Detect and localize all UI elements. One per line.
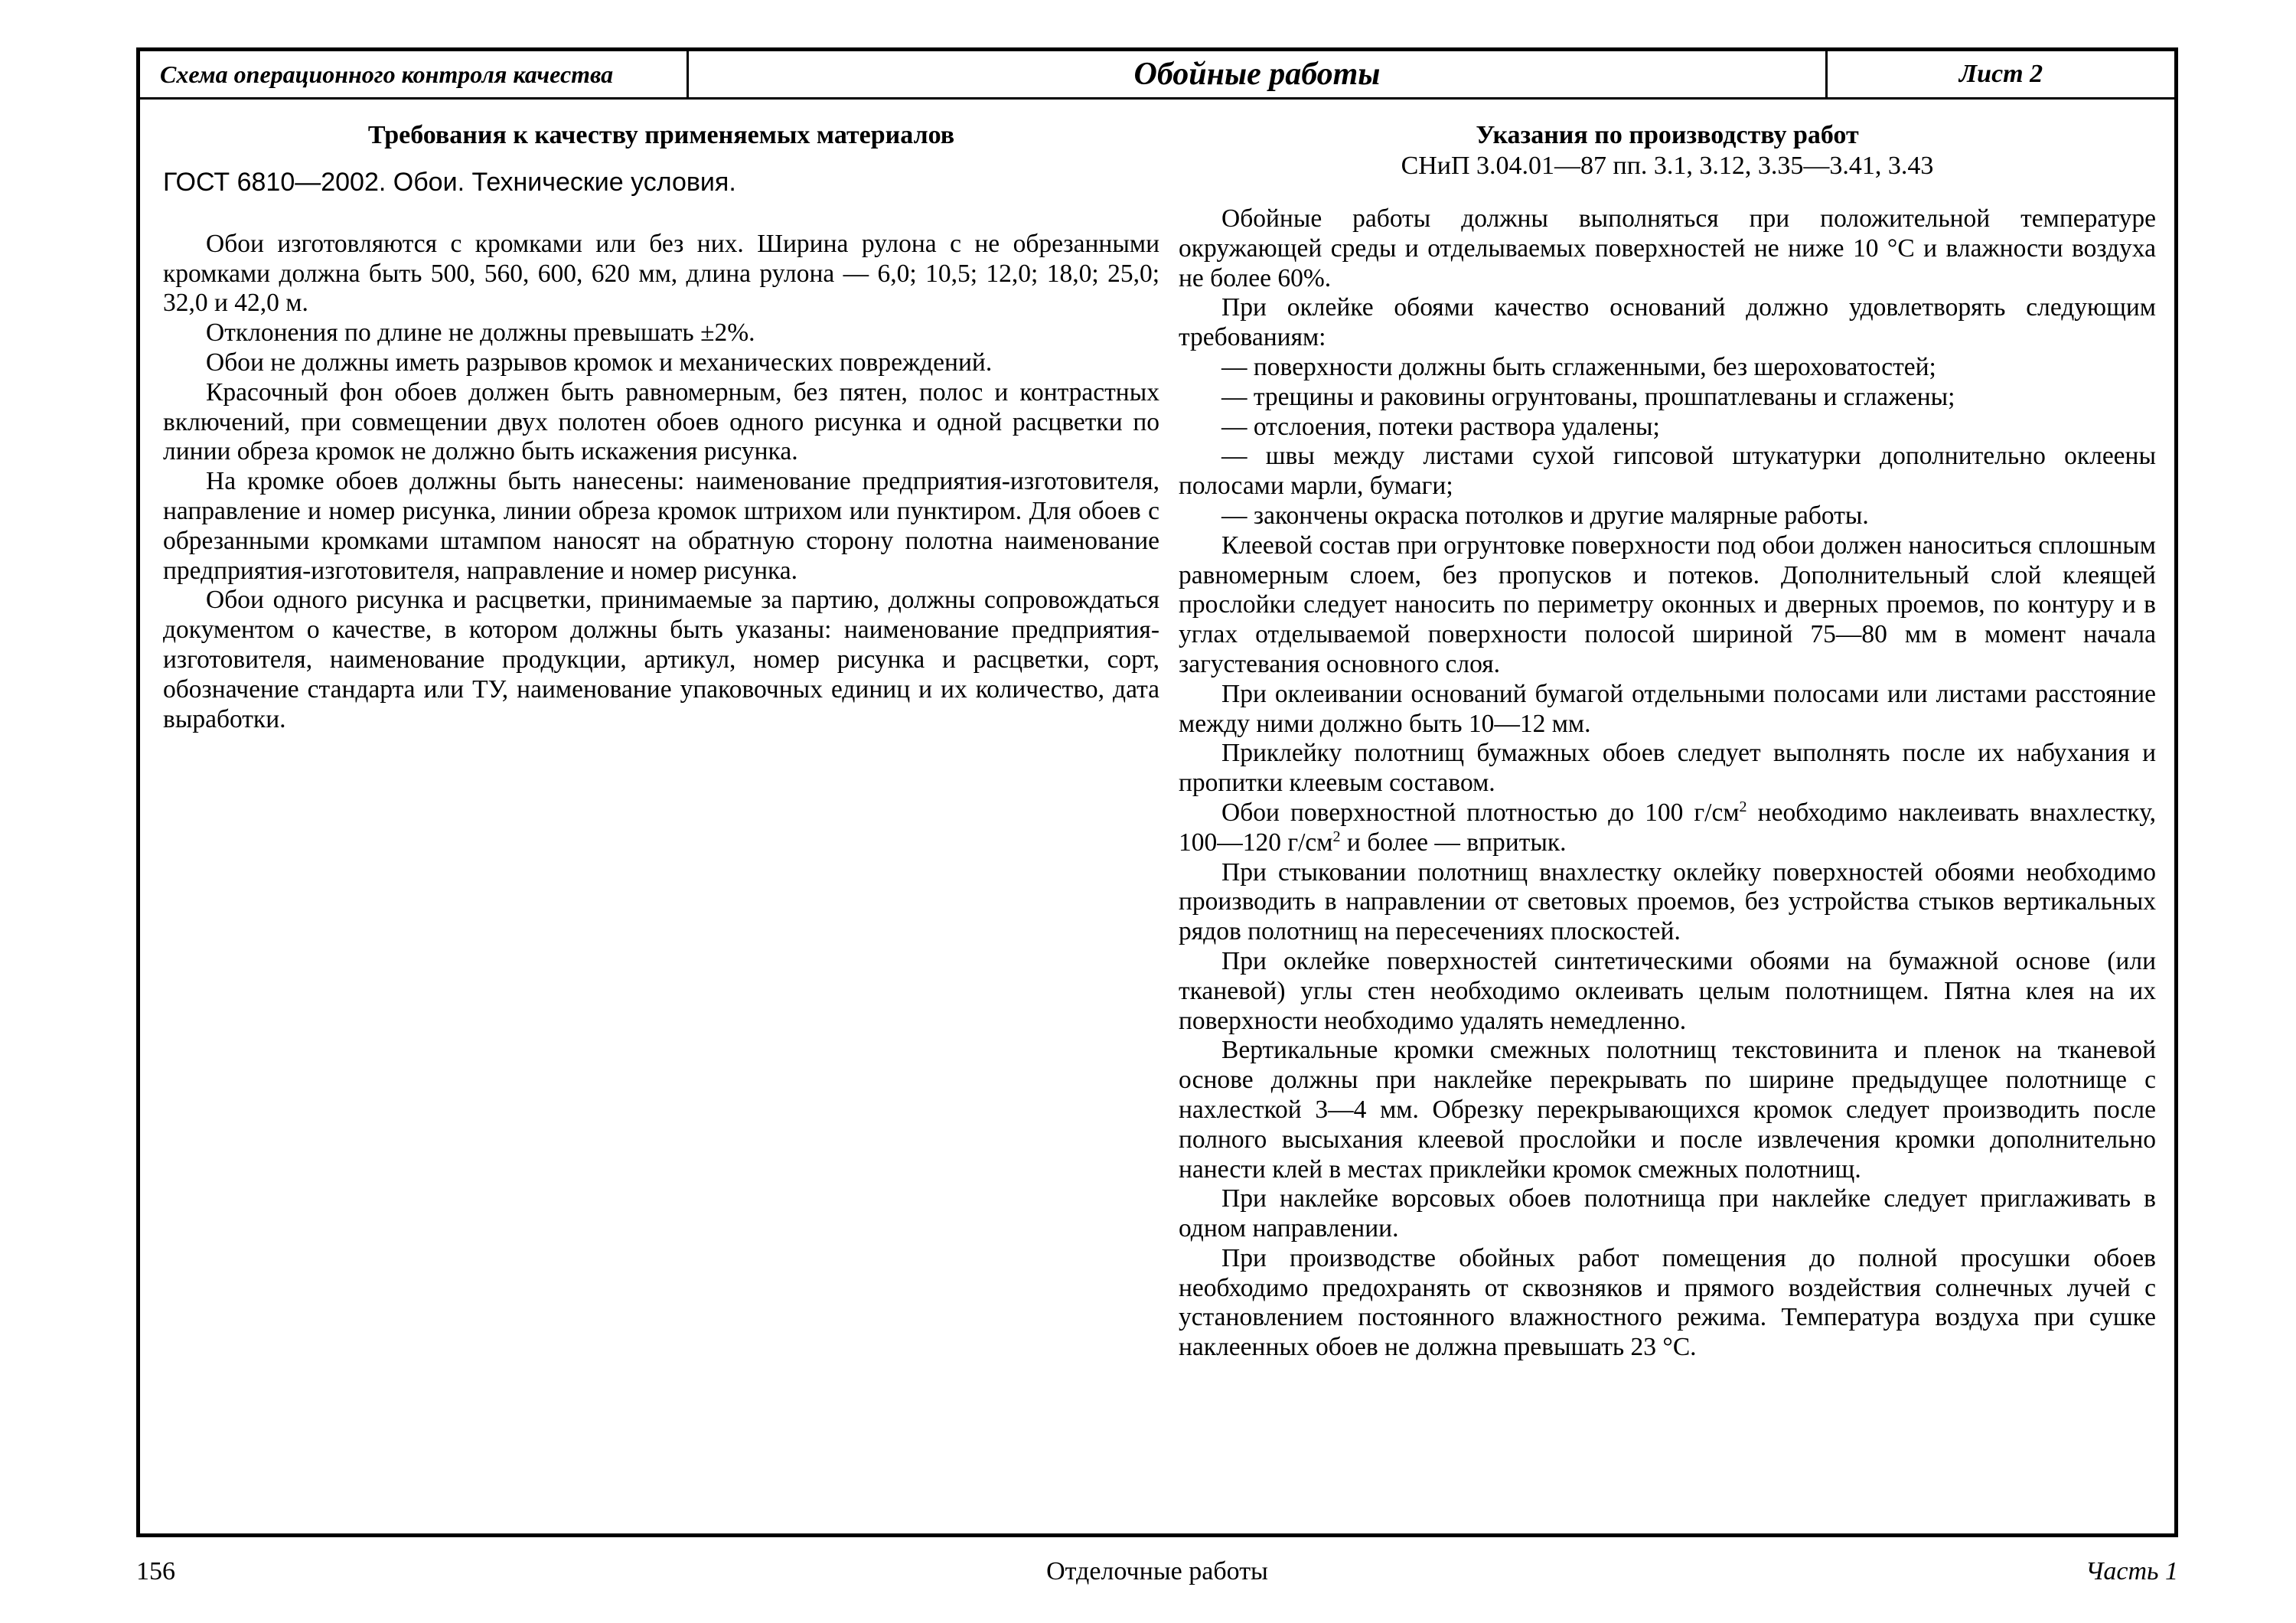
gost-reference: ГОСТ 6810—2002. Обои. Технические условия.: [163, 168, 736, 197]
works-paragraph: При оклейке обоями качество оснований должно удовлетворять следующим требованиям:: [1179, 293, 2156, 352]
header-sheet-number: Лист 2: [1958, 60, 2043, 88]
superscript-2: 2: [1332, 828, 1341, 845]
materials-paragraph: Обои не должны иметь разрывов кромок и механических повреждений.: [206, 348, 993, 377]
superscript-2: 2: [1739, 798, 1747, 815]
requirement-item: — швы между листами сухой гипсовой штукатурки дополнительно оклеены полосами марли, бумаги;: [1179, 442, 2156, 501]
works-title: Указания по производству работ: [1476, 121, 1859, 149]
header-section-title: Обойные работы: [689, 51, 1828, 97]
document-frame: [136, 47, 2178, 1537]
works-paragraph: При стыковании полотнищ внахлестку оклейку поверхностей обоями необходимо производить в направлении от световых проемов, без устройства стыков вертикальных рядов полотнищ на пересечениях плоскостей.: [1179, 857, 2156, 946]
page-number: 156: [136, 1557, 175, 1585]
works-paragraph: Вертикальные кромки смежных полотнищ текстовинита и пленок на тканевой основе должны при наклейке перекрывать по ширине предыдущее полотнище с нахлесткой 3—4 мм. Обрезку перекрывающихся кромок следует производить после полного высыхания клеевой прослойки и после извлечения кромки дополнительно нанести клей в местах приклейки кромок смежных полотнищ.: [1179, 1036, 2156, 1184]
density-text-b: необходимо наклеивать внахлестку, 100—120 г/см: [1179, 798, 2156, 857]
materials-paragraph: Отклонения по длине не должны превышать ±2%.: [206, 318, 755, 348]
footer-part: Часть 1: [2085, 1557, 2178, 1585]
works-paragraph-density: [1179, 798, 2156, 858]
density-text-c: и более — впритык.: [1340, 828, 1567, 857]
page-footer: [136, 1557, 2178, 1591]
materials-paragraph: Обои изготовляются с кромками или без них. Ширина рулона с не обрезанными кромками должна быть 500, 560, 600, 620 мм, длина рулона — 6,0; 10,5; 12,0; 18,0; 25,0; 32,0 и 42,0 м.: [163, 229, 1159, 318]
materials-column: [163, 120, 1159, 734]
works-column: [1179, 120, 2156, 1363]
materials-title: Требования к качеству применяемых материалов: [367, 121, 955, 149]
header-row: [140, 51, 2174, 100]
materials-paragraph: Красочный фон обоев должен быть равномерным, без пятен, полос и контрастных включений, при совмещении двух полотен обоев одного рисунка и одной расцветки по линии обреза кромок не должно быть искажения рисунка.: [163, 377, 1159, 466]
works-paragraph: При оклеивании оснований бумагой отдельными полосами или листами расстояние между ними должно быть 10—12 мм.: [1179, 679, 2156, 738]
materials-paragraph: Обои одного рисунка и расцветки, принимаемые за партию, должны сопровождаться документом о качестве, в котором должны быть указаны: наименование предприятия-изготовителя, наименование продукции, артикул, номер рисунка и расцветки, сорт, обозначение стандарта или ТУ, наименование упаковочных единиц и их количество, дата выработки.: [163, 586, 1159, 733]
requirement-item: — отслоения, потеки раствора удалены;: [1221, 412, 1660, 441]
works-paragraph: Приклейку полотнищ бумажных обоев следует выполнять после их набухания и пропитки клеевым составом.: [1179, 739, 2156, 798]
density-text-a: Обои поверхностной плотностью до 100 г/см: [1221, 798, 1740, 827]
requirement-item: — трещины и раковины огрунтованы, прошпатлеваны и сглажены;: [1221, 382, 1955, 411]
works-paragraph: Клеевой состав при огрунтовке поверхности под обои должен наноситься сплошным равномерным слоем, без пропусков и потеков. Дополнительный слой клеящей прослойки следует наносить по периметру оконных и дверных проемов, по контуру и в углах отделываемой поверхности полосой шириной 75—80 мм в момент начала загустевания основного слоя.: [1179, 531, 2156, 678]
snip-reference: СНиП 3.04.01—87 пп. 3.1, 3.12, 3.35—3.41, 3.43: [1401, 152, 1934, 180]
works-paragraph: Обойные работы должны выполняться при положительной температуре окружающей среды и отделываемых поверхностей не ниже 10 °С и влажности воздуха не более 60%.: [1179, 204, 2156, 292]
footer-section: Отделочные работы: [1046, 1557, 1268, 1585]
materials-paragraph: На кромке обоев должны быть нанесены: наименование предприятия-изготовителя, направление и номер рисунка, линии обреза кромок штрихом или пунктиром. Для обоев с обрезанными кромками штампом наносят на обратную сторону полотна наименование предприятия-изготовителя, направление и номер рисунка.: [163, 467, 1159, 585]
requirement-item: — закончены окраска потолков и другие малярные работы.: [1221, 501, 1869, 530]
header-scheme-title: Схема операционного контроля качества: [140, 51, 689, 97]
works-paragraph: При производстве обойных работ помещения до полной просушки обоев необходимо предохранять от сквозняков и прямого воздействия солнечных лучей с установлением постоянного влажностного режима. Температура воздуха при сушке наклеенных обоев не должна превышать 23 °С.: [1179, 1243, 2156, 1362]
works-paragraph: При наклейке ворсовых обоев полотнища при наклейке следует приглаживать в одном направлении.: [1179, 1184, 2156, 1243]
requirement-item: — поверхности должны быть сглаженными, без шероховатостей;: [1221, 352, 1936, 381]
works-paragraph: При оклейке поверхностей синтетическими обоями на бумажной основе (или тканевой) углы стен необходимо оклеивать целым полотнищем. Пятна клея на их поверхности необходимо удалять немедленно.: [1179, 946, 2156, 1035]
